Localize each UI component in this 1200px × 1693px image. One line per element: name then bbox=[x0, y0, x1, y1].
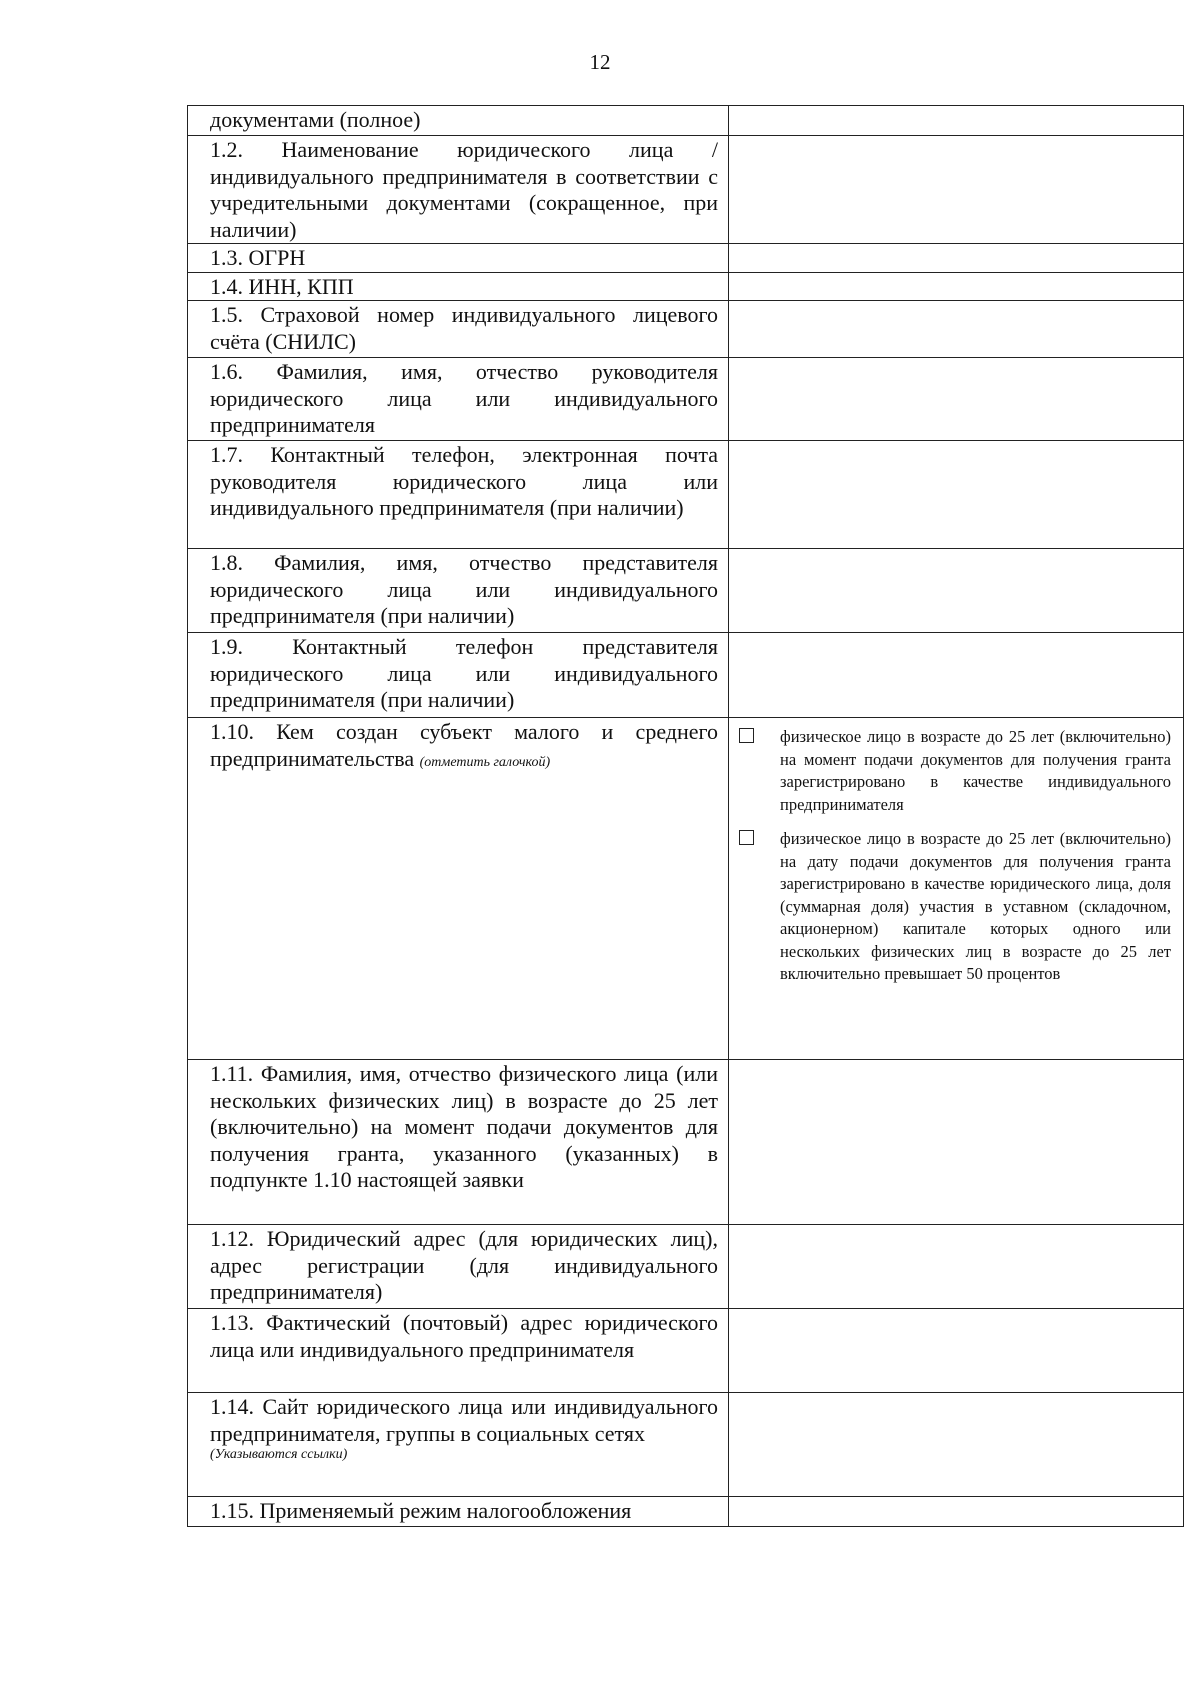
row-value-cell[interactable] bbox=[729, 136, 1184, 244]
table-row bbox=[188, 106, 1184, 136]
table-row bbox=[188, 1393, 1184, 1497]
row-label-cell bbox=[188, 244, 729, 273]
row-value-cell[interactable] bbox=[729, 358, 1184, 441]
row-label-text: 1.10. Кем создан субъект малого и среднего предпринимательства bbox=[210, 719, 718, 771]
row-value-cell[interactable] bbox=[729, 272, 1184, 301]
row-label-cell bbox=[188, 1309, 729, 1393]
table-row bbox=[188, 718, 1184, 1060]
row-value-cell[interactable] bbox=[729, 549, 1184, 633]
row-value-cell[interactable] bbox=[729, 1225, 1184, 1309]
row-label-cell bbox=[188, 441, 729, 549]
table-row bbox=[188, 441, 1184, 549]
row-label-cell bbox=[188, 106, 729, 136]
table-row bbox=[188, 633, 1184, 718]
row-label-cell bbox=[188, 1393, 729, 1497]
row-label: 1.9. Контактный телефон представителя юридического лица или индивидуального предпринимателя (при наличии) bbox=[210, 634, 718, 712]
option-individual-entrepreneur[interactable] bbox=[729, 718, 1183, 818]
table-row bbox=[188, 1225, 1184, 1309]
table-row bbox=[188, 244, 1184, 273]
row-value-cell bbox=[729, 718, 1184, 1060]
row-label: 1.14. Сайт юридического лица или индивидуального предпринимателя, группы в социальных сетях bbox=[210, 1394, 718, 1446]
row-label: 1.15. Применяемый режим налогообложения bbox=[210, 1498, 632, 1523]
row-label: 1.5. Страховой номер индивидуального лицевого счёта (СНИЛС) bbox=[210, 302, 718, 354]
row-label-cell bbox=[188, 633, 729, 718]
row-label-cell bbox=[188, 301, 729, 358]
option-legal-entity[interactable] bbox=[729, 818, 1183, 988]
row-label: 1.4. ИНН, КПП bbox=[210, 273, 354, 299]
row-label-cell bbox=[188, 1060, 729, 1225]
table-row bbox=[188, 1060, 1184, 1225]
table-row bbox=[188, 1309, 1184, 1393]
table-row bbox=[188, 358, 1184, 441]
row-label: 1.12. Юридический адрес (для юридических лиц), адрес регистрации (для индивидуального предпринимателя) bbox=[210, 1226, 718, 1304]
row-value-cell[interactable] bbox=[729, 1393, 1184, 1497]
row-value-cell[interactable] bbox=[729, 1309, 1184, 1393]
checkbox-option-2[interactable] bbox=[739, 830, 754, 845]
row-label: 1.2. Наименование юридического лица /индивидуального предпринимателя в соответствии с учредительными документами (сокращенное, при наличии) bbox=[210, 137, 718, 242]
table-row bbox=[188, 272, 1184, 301]
row-value-cell[interactable] bbox=[729, 301, 1184, 358]
row-label: 1.6. Фамилия, имя, отчество руководителя юридического лица или индивидуального предпринимателя bbox=[210, 359, 718, 437]
row-label-cell bbox=[188, 1497, 729, 1527]
row-label: 1.8. Фамилия, имя, отчество представителя юридического лица или индивидуального предпринимателя (при наличии) bbox=[210, 550, 718, 628]
row-label-cell bbox=[188, 549, 729, 633]
row-label-cell bbox=[188, 136, 729, 244]
row-label: 1.7. Контактный телефон, электронная почта руководителя юридического лица или индивидуального предпринимателя (при наличии) bbox=[210, 442, 718, 520]
row-label-cell bbox=[188, 1225, 729, 1309]
row-value-cell[interactable] bbox=[729, 244, 1184, 273]
option-text: физическое лицо в возрасте до 25 лет (включительно) на момент подачи документов для получения гранта зарегистрировано в качестве индивидуального предпринимателя bbox=[780, 727, 1171, 814]
row-value-cell[interactable] bbox=[729, 441, 1184, 549]
checkbox-option-1[interactable] bbox=[739, 728, 754, 743]
row-note: (Указываются ссылки) bbox=[210, 1447, 348, 1462]
page-number: 12 bbox=[589, 50, 611, 74]
row-note: (отметить галочкой) bbox=[419, 754, 551, 770]
option-text: физическое лицо в возрасте до 25 лет (включительно) на дату подачи документов для получения гранта зарегистрировано в качестве юридического лица, доля (суммарная доля) участия в уставном (складочном, акционерном) капитале которых одного или нескольких физических лиц в возрасте до 25 лет включительно превышает 50 процентов bbox=[780, 829, 1171, 983]
row-label-cell bbox=[188, 358, 729, 441]
row-label bbox=[188, 718, 728, 776]
row-label: 1.13. Фактический (почтовый) адрес юридического лица или индивидуального предпринимателя bbox=[210, 1310, 718, 1362]
row-label: документами (полное) bbox=[210, 107, 421, 132]
row-value-cell[interactable] bbox=[729, 106, 1184, 136]
table-row bbox=[188, 301, 1184, 358]
row-value-cell[interactable] bbox=[729, 633, 1184, 718]
row-label: 1.3. ОГРН bbox=[210, 245, 306, 270]
application-form-table bbox=[187, 105, 1184, 1527]
table-row bbox=[188, 1497, 1184, 1527]
row-label: 1.11. Фамилия, имя, отчество физического лица (или нескольких физических лиц) в возрасте до 25 лет (включительно) на момент подачи документов для получения гранта, указанного (указанных) в подпункте 1.10 настоящей заявки bbox=[210, 1061, 718, 1192]
table-row bbox=[188, 549, 1184, 633]
row-value-cell[interactable] bbox=[729, 1497, 1184, 1527]
table-row bbox=[188, 136, 1184, 244]
row-label-cell bbox=[188, 718, 729, 1060]
row-value-cell[interactable] bbox=[729, 1060, 1184, 1225]
row-label-cell bbox=[188, 272, 729, 301]
